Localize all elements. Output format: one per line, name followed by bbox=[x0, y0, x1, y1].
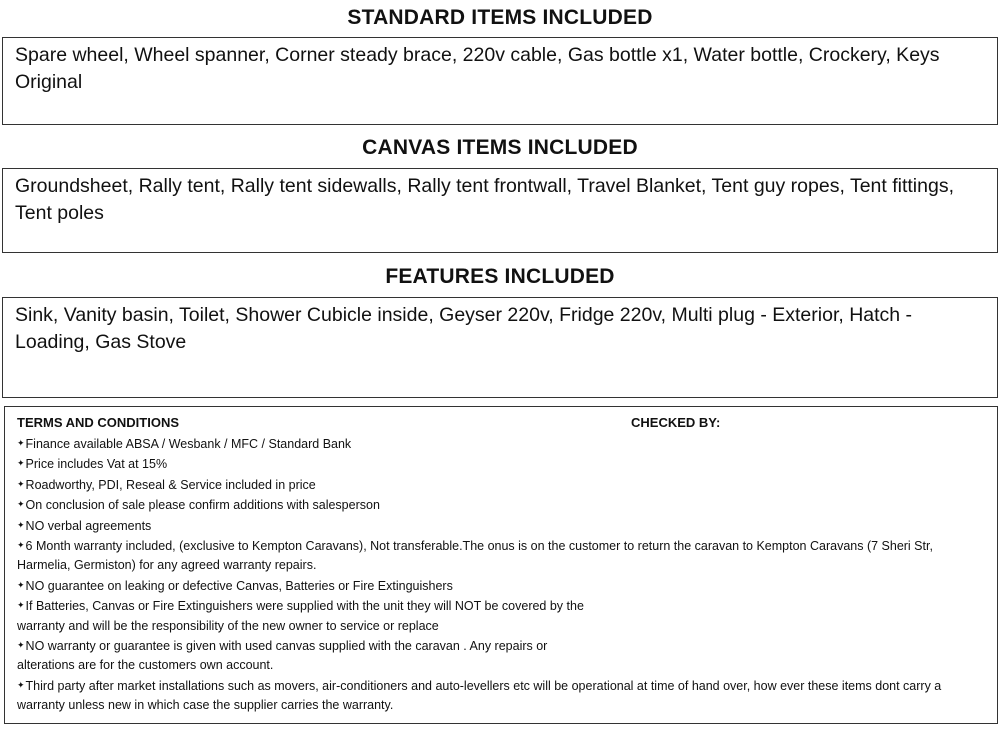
standard-items-heading: STANDARD ITEMS INCLUDED bbox=[347, 6, 653, 29]
term-item: ✦On conclusion of sale please confirm additions with salesperson bbox=[17, 498, 380, 513]
term-item: ✦Price includes Vat at 15% bbox=[17, 457, 168, 472]
term-item: ✦NO guarantee on leaking or defective Canvas, Batteries or Fire Extinguishers bbox=[17, 578, 453, 593]
term-item: ✦Roadworthy, PDI, Reseal & Service included in price bbox=[17, 477, 316, 492]
canvas-items-box bbox=[2, 168, 998, 253]
star-bullet-icon: ✦ bbox=[17, 579, 25, 590]
term-item: ✦NO warranty or guarantee is given with used canvas supplied with the caravan . Any repairs or bbox=[17, 639, 548, 654]
terms-list bbox=[17, 434, 989, 716]
features-box bbox=[2, 297, 998, 398]
term-item-continuation: warranty and will be the responsibility of the new owner to service or replace bbox=[17, 618, 439, 633]
checked-by-label: CHECKED BY: bbox=[631, 415, 721, 430]
term-item: ✦Finance available ABSA / Wesbank / MFC / Standard Bank bbox=[17, 437, 352, 451]
terms-box bbox=[4, 406, 998, 724]
term-item: ✦Third party after market installations such as movers, air-conditioners and auto-levellers etc will be operational at time of hand over, how ever these items dont carry a warranty unless new in which case the supplier carries the warranty. bbox=[17, 678, 942, 713]
canvas-items-heading: CANVAS ITEMS INCLUDED bbox=[362, 136, 638, 159]
canvas-items-text: Groundsheet, Rally tent, Rally tent sidewalls, Rally tent frontwall, Travel Blanket, Tent guy ropes, Tent fittings, Tent poles bbox=[15, 175, 954, 224]
star-bullet-icon: ✦ bbox=[17, 458, 25, 469]
star-bullet-icon: ✦ bbox=[17, 540, 25, 551]
terms-heading: TERMS AND CONDITIONS bbox=[17, 415, 180, 430]
standard-items-box bbox=[2, 37, 998, 125]
star-bullet-icon: ✦ bbox=[17, 438, 25, 448]
term-item: ✦NO verbal agreements bbox=[17, 518, 152, 533]
term-item: ✦6 Month warranty included, (exclusive to Kempton Caravans), Not transferable.The onus is on the customer to return the caravan to Kempton Caravans (7 Sheri Str, Harmelia, Germiston) for any agreed warranty repairs. bbox=[17, 539, 933, 573]
star-bullet-icon: ✦ bbox=[17, 640, 25, 651]
features-heading: FEATURES INCLUDED bbox=[385, 265, 615, 288]
term-item-continuation: alterations are for the customers own account. bbox=[17, 658, 274, 673]
star-bullet-icon: ✦ bbox=[17, 478, 25, 489]
term-item: ✦If Batteries, Canvas or Fire Extinguishers were supplied with the unit they will NOT be covered by the bbox=[17, 599, 584, 614]
standard-items-text: Spare wheel, Wheel spanner, Corner steady brace, 220v cable, Gas bottle x1, Water bottle, Crockery, Keys Original bbox=[15, 44, 940, 93]
star-bullet-icon: ✦ bbox=[17, 519, 25, 530]
features-text: Sink, Vanity basin, Toilet, Shower Cubicle inside, Geyser 220v, Fridge 220v, Multi plug - Exterior, Hatch - Loading, Gas Stove bbox=[15, 304, 913, 353]
star-bullet-icon: ✦ bbox=[17, 499, 25, 510]
star-bullet-icon: ✦ bbox=[17, 679, 25, 690]
star-bullet-icon: ✦ bbox=[17, 600, 25, 611]
